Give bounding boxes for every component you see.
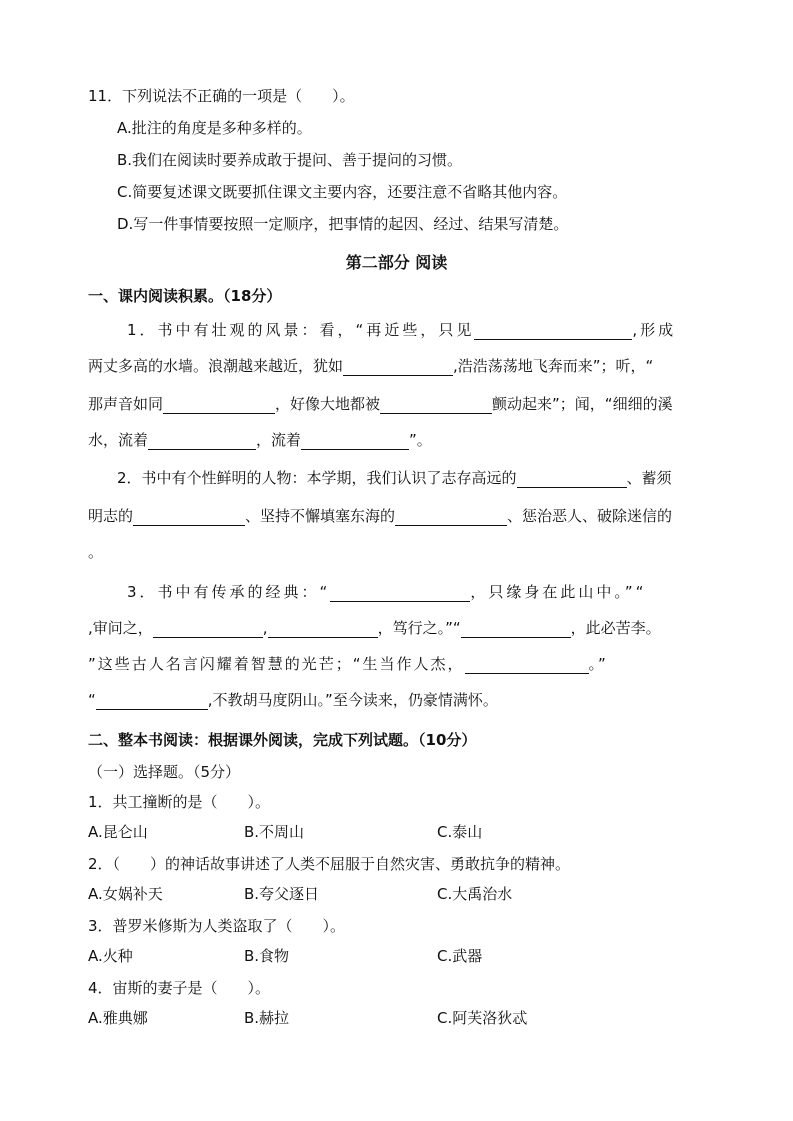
mc-q1-option-a[interactable]: A.昆仑山: [88, 823, 148, 841]
p1-text-2: ,形成: [632, 321, 677, 339]
p2-blank-1[interactable]: [517, 471, 627, 488]
mc-q4-option-c[interactable]: C.阿芙洛狄忒: [437, 1009, 528, 1027]
p1-blank-1[interactable]: [474, 323, 632, 340]
q11-option-a: A.批注的角度是多种多样的。: [117, 119, 312, 137]
part2-title: 第二部分 阅读: [345, 253, 448, 272]
mc-q1-stem: 1．共工撞断的是（ ）。: [88, 793, 271, 811]
p1-line2: [88, 356, 653, 376]
q11-stem: 11．下列说法不正确的一项是（ ）。: [88, 87, 355, 105]
mc-q3-stem: 3．普罗米修斯为人类盗取了（ ）。: [88, 917, 346, 935]
p3-line4: [88, 690, 498, 710]
p2-blank-3[interactable]: [395, 509, 507, 526]
p2-text-5: 、惩治恶人、破除迷信的: [507, 507, 673, 525]
q11-option-d: D.写一件事情要按照一定顺序，把事情的起因、经过、结果写清楚。: [117, 215, 569, 233]
p2-text-4: 、坚持不懈填塞东海的: [245, 507, 396, 525]
p1-line3: [88, 394, 673, 414]
mc-q4-option-a[interactable]: A.雅典娜: [88, 1009, 148, 1027]
p3-blank-1[interactable]: [330, 585, 470, 602]
p1-blank-5[interactable]: [148, 433, 256, 450]
p1-text-10: ”。: [409, 431, 432, 449]
p2-text-3: 明志的: [88, 507, 134, 525]
p3-text-9: “: [88, 691, 96, 709]
mc-q4-stem: 4．宙斯的妻子是（ ）。: [88, 979, 271, 997]
mc-q2-option-c[interactable]: C.大禹治水: [437, 885, 513, 903]
p3-text-4: ,: [262, 619, 268, 637]
mc-q2-option-b[interactable]: B.夸父逐日: [244, 885, 320, 903]
mc-q2-option-a[interactable]: A.女娲补天: [88, 885, 163, 903]
mc-q1-option-b[interactable]: B.不周山: [244, 823, 305, 841]
p1-line1: [127, 320, 676, 340]
p1-blank-2[interactable]: [343, 359, 453, 376]
mc-q3-option-a[interactable]: A.火种: [88, 947, 133, 965]
p3-line2: [88, 618, 661, 638]
p1-blank-3[interactable]: [163, 397, 275, 414]
p2-line2: [88, 506, 672, 526]
p3-text-8: 。”: [588, 655, 608, 673]
mc-q2-stem: 2．（ ）的神话故事讲述了人类不屈服于自然灾害、勇敢抗争的精神。: [88, 855, 571, 873]
mc-q3-option-b[interactable]: B.食物: [244, 947, 290, 965]
p3-text-6: ，此必苦李。: [570, 619, 661, 637]
p3-blank-6[interactable]: [96, 693, 208, 710]
p2-line1: [117, 468, 672, 488]
p1-text-6: ，好像大地都被: [275, 395, 381, 413]
p1-text-5: 那声音如同: [88, 395, 164, 413]
mc-q1-option-c[interactable]: C.泰山: [437, 823, 483, 841]
p1-text-9: ，流着: [256, 431, 302, 449]
p1-text-8: 水，流着: [88, 431, 149, 449]
sec2-heading: 二、整本书阅读：根据课外阅读，完成下列试题。（10分）: [88, 731, 477, 749]
p3-blank-2[interactable]: [153, 621, 263, 638]
p2-line3: 。: [88, 543, 104, 561]
p1-text-4: ,浩浩荡荡地飞奔而来”；听，“: [453, 357, 654, 375]
mc-q3-option-c[interactable]: C.武器: [437, 947, 483, 965]
p2-blank-2[interactable]: [133, 509, 245, 526]
sec1-heading: 一、课内阅读积累。（18分）: [88, 287, 282, 305]
p3-text-5: ，笃行之。”“: [377, 619, 461, 637]
p3-blank-3[interactable]: [268, 621, 378, 638]
p1-line4: [88, 430, 432, 450]
p2-text-1: 2．书中有个性鲜明的人物：本学期，我们认识了志存高远的: [117, 469, 517, 487]
p1-text-7: 颤动起来”；闻，“细细的溪: [492, 395, 673, 413]
q11-option-c: C.简要复述课文既要抓住课文主要内容，还要注意不省略其他内容。: [117, 183, 568, 201]
p1-text-1: 1．书中有壮观的风景：看，“再近些，只见: [127, 321, 475, 339]
p1-blank-4[interactable]: [380, 397, 492, 414]
mc-q4-option-b[interactable]: B.赫拉: [244, 1009, 290, 1027]
q11-option-b: B.我们在阅读时要养成敢于提问、善于提问的习惯。: [117, 151, 463, 169]
p3-blank-4[interactable]: [461, 621, 571, 638]
p3-line1: [127, 582, 646, 602]
p2-text-2: 、蓄须: [626, 469, 672, 487]
p3-text-1: 3．书中有传承的经典：“: [127, 583, 331, 601]
p3-text-3: ,审问之，: [88, 619, 153, 637]
p3-text-7: ”这些古人名言闪耀着智慧的光芒；“生当作人杰，: [88, 655, 465, 673]
p1-blank-6[interactable]: [301, 433, 409, 450]
p3-blank-5[interactable]: [465, 657, 589, 674]
p3-line3: [88, 654, 608, 674]
p3-text-10: ,不教胡马度阴山。”至今读来，仍豪情满怀。: [207, 691, 498, 709]
sec2-subheading: （一）选择题。（5分）: [88, 763, 241, 781]
p3-text-2: ，只缘身在此山中。”“: [470, 583, 647, 601]
p1-text-3: 两丈多高的水墙。浪潮越来越近，犹如: [88, 357, 344, 375]
